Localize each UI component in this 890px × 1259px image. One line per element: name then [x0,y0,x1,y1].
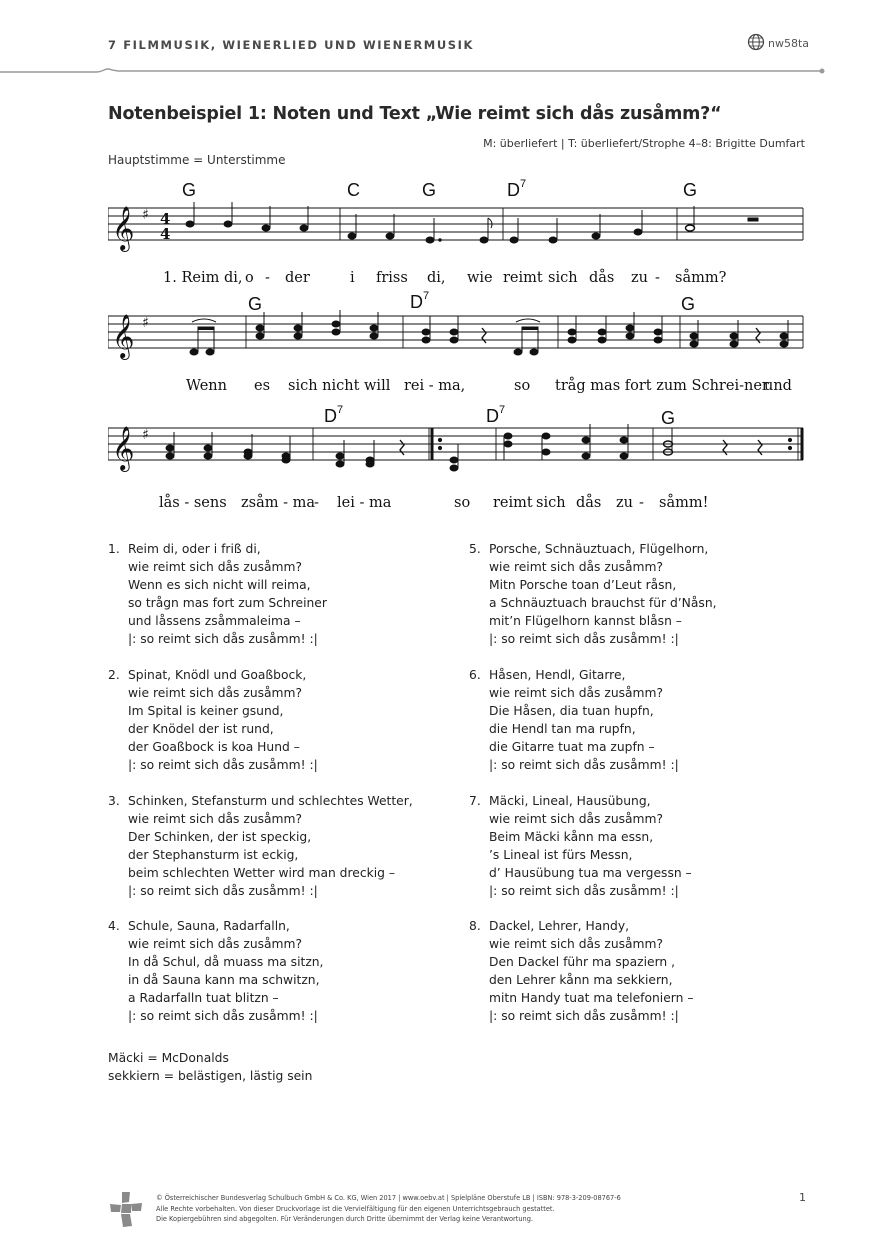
chord-symbol: $D^7$ [507,178,527,200]
chord-symbol: G [422,180,437,200]
glossary: Mäcki = McDonalds sekkiern = belästigen, lästig sein [108,1051,313,1083]
chord-symbol: G [681,294,696,314]
music-staff-2 [108,308,808,364]
svg-text:𝄞: 𝄞 [112,314,135,358]
svg-text:♯: ♯ [142,427,149,443]
svg-text:♯: ♯ [142,315,149,331]
chord-symbol: G [248,294,263,314]
page-title: Notenbeispiel 1: Noten und Text „Wie reimt sich dås zusåmm?“ [108,104,722,124]
globe-icon[interactable] [747,33,765,51]
header-rule [0,56,890,86]
chord-symbol: G [661,408,676,428]
credits: M: überliefert | T: überliefert/Strophe 4–8: Brigitte Dumfart [483,137,805,150]
page-number: 1 [799,1191,806,1204]
svg-text:4: 4 [160,210,171,228]
chord-symbol: G [182,180,197,200]
chapter-heading: 7 FILMMUSIK, WIENERLIED UND WIENERMUSIK [108,38,475,52]
svg-text:4: 4 [160,225,171,243]
chord-symbol: $D^7$ [486,404,506,426]
voice-note: Hauptstimme = Unterstimme [108,153,286,167]
music-staff-3 [108,420,808,476]
chord-symbol: $D^7$ [324,404,344,426]
publisher-logo-icon [108,1190,144,1228]
music-staff-1 [108,200,808,252]
svg-text:𝄞: 𝄞 [112,206,135,250]
chord-symbol: C [347,180,360,200]
copyright-notice: © Österreichischer Bundesverlag Schulbuch GmbH & Co. KG, Wien 2017 | www.oebv.at | Spielpläne Oberstufe LB | ISBN: 978-3-209-08767-6 Alle Rechte vorbehalten. Von dieser Druckvorlage ist die Vervielfältigung für den eigenen Unterrichtsgebrauch gestattet. Die Kopiergebühren sind abgegolten. Für Veränderungen durch Dritte übernimmt der Verlag keine Verantwortung. [156,1194,621,1223]
svg-text:♯: ♯ [142,207,149,223]
chord-symbol: $D^7$ [410,290,430,312]
svg-text:𝄞: 𝄞 [112,426,135,470]
online-code[interactable]: nw58ta [768,37,810,50]
chord-symbol: G [683,180,698,200]
